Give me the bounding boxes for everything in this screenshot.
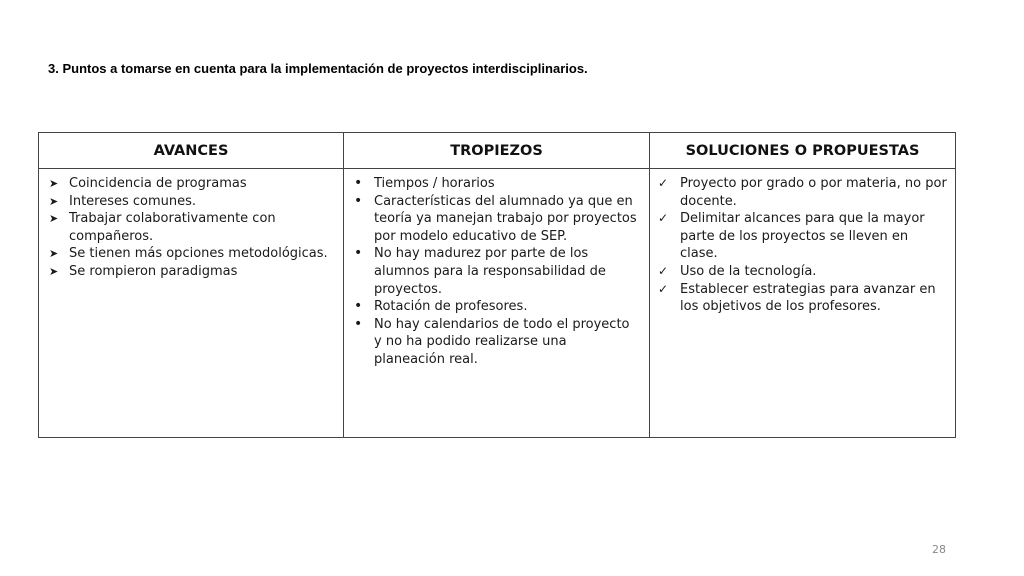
checkmark-icon: ✓ xyxy=(658,263,669,278)
page-number: 28 xyxy=(932,543,946,556)
tropiezos-cell xyxy=(344,169,650,438)
list-item: • Tiempos / horarios xyxy=(354,175,495,191)
list-item: ➤ Intereses comunes. xyxy=(49,193,197,209)
dot-bullet-icon: • xyxy=(354,298,363,315)
dot-bullet-icon: • xyxy=(354,192,363,209)
list-item: • No hay calendarios de todo el proyecto y no ha podido realizarse una planeación real. xyxy=(354,315,630,367)
list-item: ➤ Coincidencia de programas xyxy=(49,176,247,191)
dot-bullet-icon: • xyxy=(354,315,363,332)
arrow-bullet-icon: ➤ xyxy=(49,212,59,226)
table-row xyxy=(39,169,956,438)
arrow-bullet-icon: ➤ xyxy=(49,194,59,208)
list-item: ➤ Trabajar colaborativamente con compañeros. xyxy=(49,211,276,244)
list-item: ✓ Establecer estrategias para avanzar en los objetivos de los profesores. xyxy=(658,281,936,315)
avances-cell xyxy=(39,169,344,438)
list-item: • Rotación de profesores. xyxy=(354,298,528,315)
header-tropiezos: TROPIEZOS xyxy=(344,133,650,169)
tropiezos-list xyxy=(350,175,641,369)
arrow-bullet-icon: ➤ xyxy=(49,264,59,278)
list-item: • No hay madurez por parte de los alumnos para la responsabilidad de proyectos. xyxy=(354,245,606,297)
list-item: ✓ Uso de la tecnología. xyxy=(658,263,817,279)
checkmark-icon: ✓ xyxy=(658,211,669,226)
interdisciplinary-table xyxy=(38,132,956,438)
soluciones-cell xyxy=(650,169,956,438)
list-item: ✓ Delimitar alcances para que la mayor parte de los proyectos se lleven en clase. xyxy=(658,211,925,262)
soluciones-list xyxy=(656,175,947,316)
list-item: ➤ Se rompieron paradigmas xyxy=(49,263,238,279)
header-avances: AVANCES xyxy=(39,133,344,169)
list-item: ✓ Proyecto por grado o por materia, no por docente. xyxy=(658,176,947,209)
list-item: • Características del alumnado ya que en teoría ya manejan trabajo por proyectos por modelo educativo de SEP. xyxy=(354,192,637,244)
section-heading: 3. Puntos a tomarse en cuenta para la implementación de proyectos interdisciplinarios. xyxy=(48,61,588,76)
arrow-bullet-icon: ➤ xyxy=(49,247,59,261)
avances-list xyxy=(45,175,335,281)
dot-bullet-icon: • xyxy=(354,245,363,262)
checkmark-icon: ✓ xyxy=(658,281,669,296)
arrow-bullet-icon: ➤ xyxy=(49,177,59,190)
list-item: ➤ Se tienen más opciones metodológicas. xyxy=(49,246,328,262)
checkmark-icon: ✓ xyxy=(658,176,669,190)
table-header-row xyxy=(39,133,956,169)
dot-bullet-icon: • xyxy=(354,175,363,191)
header-soluciones: SOLUCIONES O PROPUESTAS xyxy=(650,133,956,169)
